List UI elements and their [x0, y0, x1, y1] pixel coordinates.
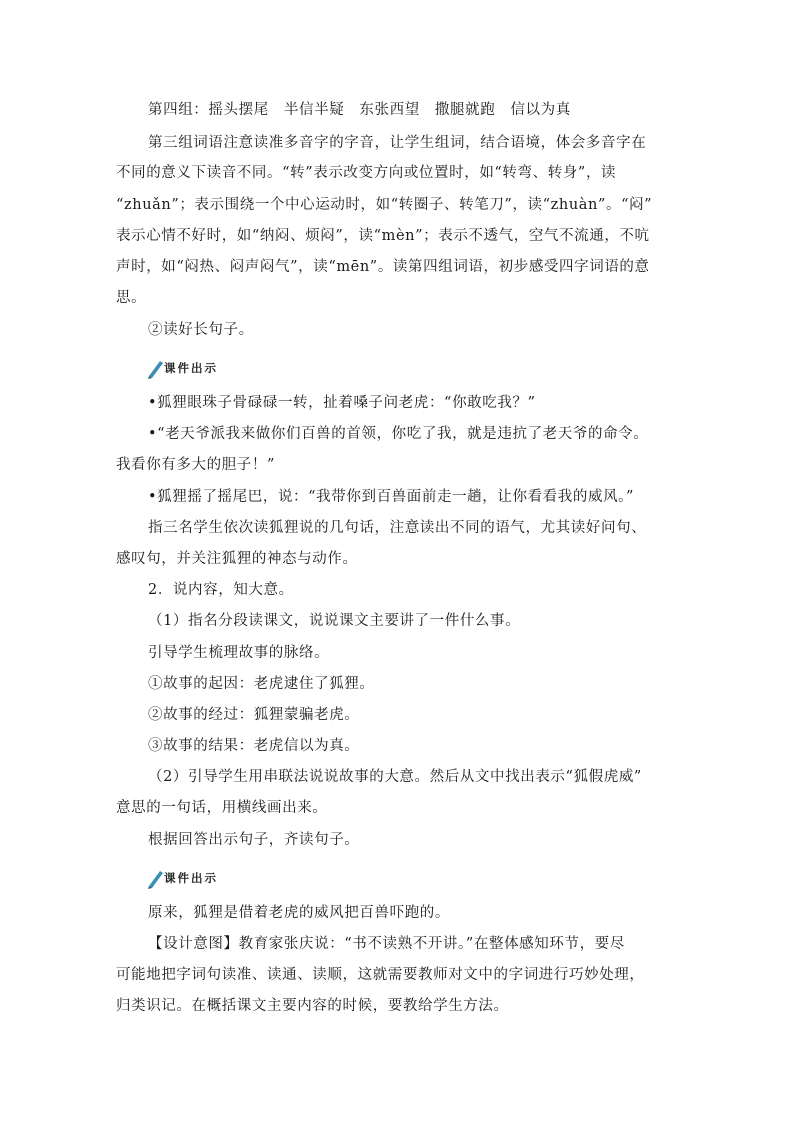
paragraph-line: 表示心情不好时，如“纳闷、烦闷”，读“mèn”；表示不透气，空气不流通，不吭: [116, 228, 650, 244]
paragraph-line: “zhuǎn”；表示围绕一个中心运动时，如“转圈子、转笔刀”，读“zhuàn”。“闷”: [116, 197, 653, 213]
list-item: ①故事的起因：老虎逮住了狐狸。: [148, 676, 375, 692]
list-item: ③故事的结果：老虎信以为真。: [148, 738, 360, 754]
paragraph-line: 不同的意义下读音不同。“转”表示改变方向或位置时，如“转弯、转身”，读: [116, 165, 617, 181]
pen-icon: [146, 357, 166, 379]
quote-bullet: •“老天爷派我来做你们百兽的首领，你吃了我，就是违抗了老天爷的命令。: [148, 426, 649, 442]
design-intent: 【设计意图】教育家张庆说：“书不读熟不开讲。”在整体感知环节，要尽: [148, 936, 625, 952]
paragraph-line: （1）指名分段读课文，说说课文主要讲了一件什么事。: [148, 613, 521, 629]
design-intent: 归类识记。在概括课文主要内容的时候，要教给学生方法。: [116, 998, 509, 1014]
quote-bullet-cont: 我看你有多大的胆子！”: [116, 457, 276, 473]
section-heading: ②读好长句子。: [148, 322, 254, 338]
quote-bullet: •狐狸眼珠子骨碌碌一转，扯着嗓子问老虎：“你敢吃我？”: [148, 395, 536, 411]
section-heading: 2．说内容，知大意。: [148, 582, 294, 598]
list-item: ②故事的经过：狐狸蒙骗老虎。: [148, 707, 360, 723]
paragraph-line: 意思的一句话，用横线画出来。: [116, 800, 328, 816]
paragraph-line: 引导学生梳理故事的脉络。: [148, 645, 330, 661]
paragraph-line: 思。: [116, 290, 147, 306]
paragraph-line: 根据回答出示句子，齐读句子。: [148, 832, 360, 848]
paragraph-line: 感叹句，并关注狐狸的神态与动作。: [116, 551, 358, 567]
pen-icon: [146, 867, 166, 889]
paragraph-line: 指三名学生依次读狐狸说的几句话，注意读出不同的语气，尤其读好问句、: [148, 520, 647, 536]
paragraph-line: （2）引导学生用串联法说说故事的大意。然后从文中找出表示“狐假虎威”: [148, 769, 642, 785]
design-intent: 可能地把字词句读准、读通、读顺，这就需要教师对文中的字词进行巧妙处理，: [116, 967, 645, 983]
paragraph-line: 原来，狐狸是借着老虎的威风把百兽吓跑的。: [148, 905, 450, 921]
paragraph-line: 声时，如“闷热、闷声闷气”，读“mēn”。读第四组词语，初步感受四字词语的意: [116, 259, 650, 275]
quote-bullet: •狐狸摇了摇尾巴，说：“我带你到百兽面前走一趟，让你看看我的威风。”: [148, 489, 635, 505]
courseware-tag-label: 课件出示: [164, 361, 218, 375]
courseware-tag-label: 课件出示: [164, 871, 218, 885]
group-four-words: 第四组：摇头摆尾 半信半疑 东张西望 撒腿就跑 信以为真: [148, 102, 571, 118]
paragraph-line: 第三组词语注意读准多音字的字音，让学生组词，结合语境，体会多音字在: [148, 135, 647, 151]
